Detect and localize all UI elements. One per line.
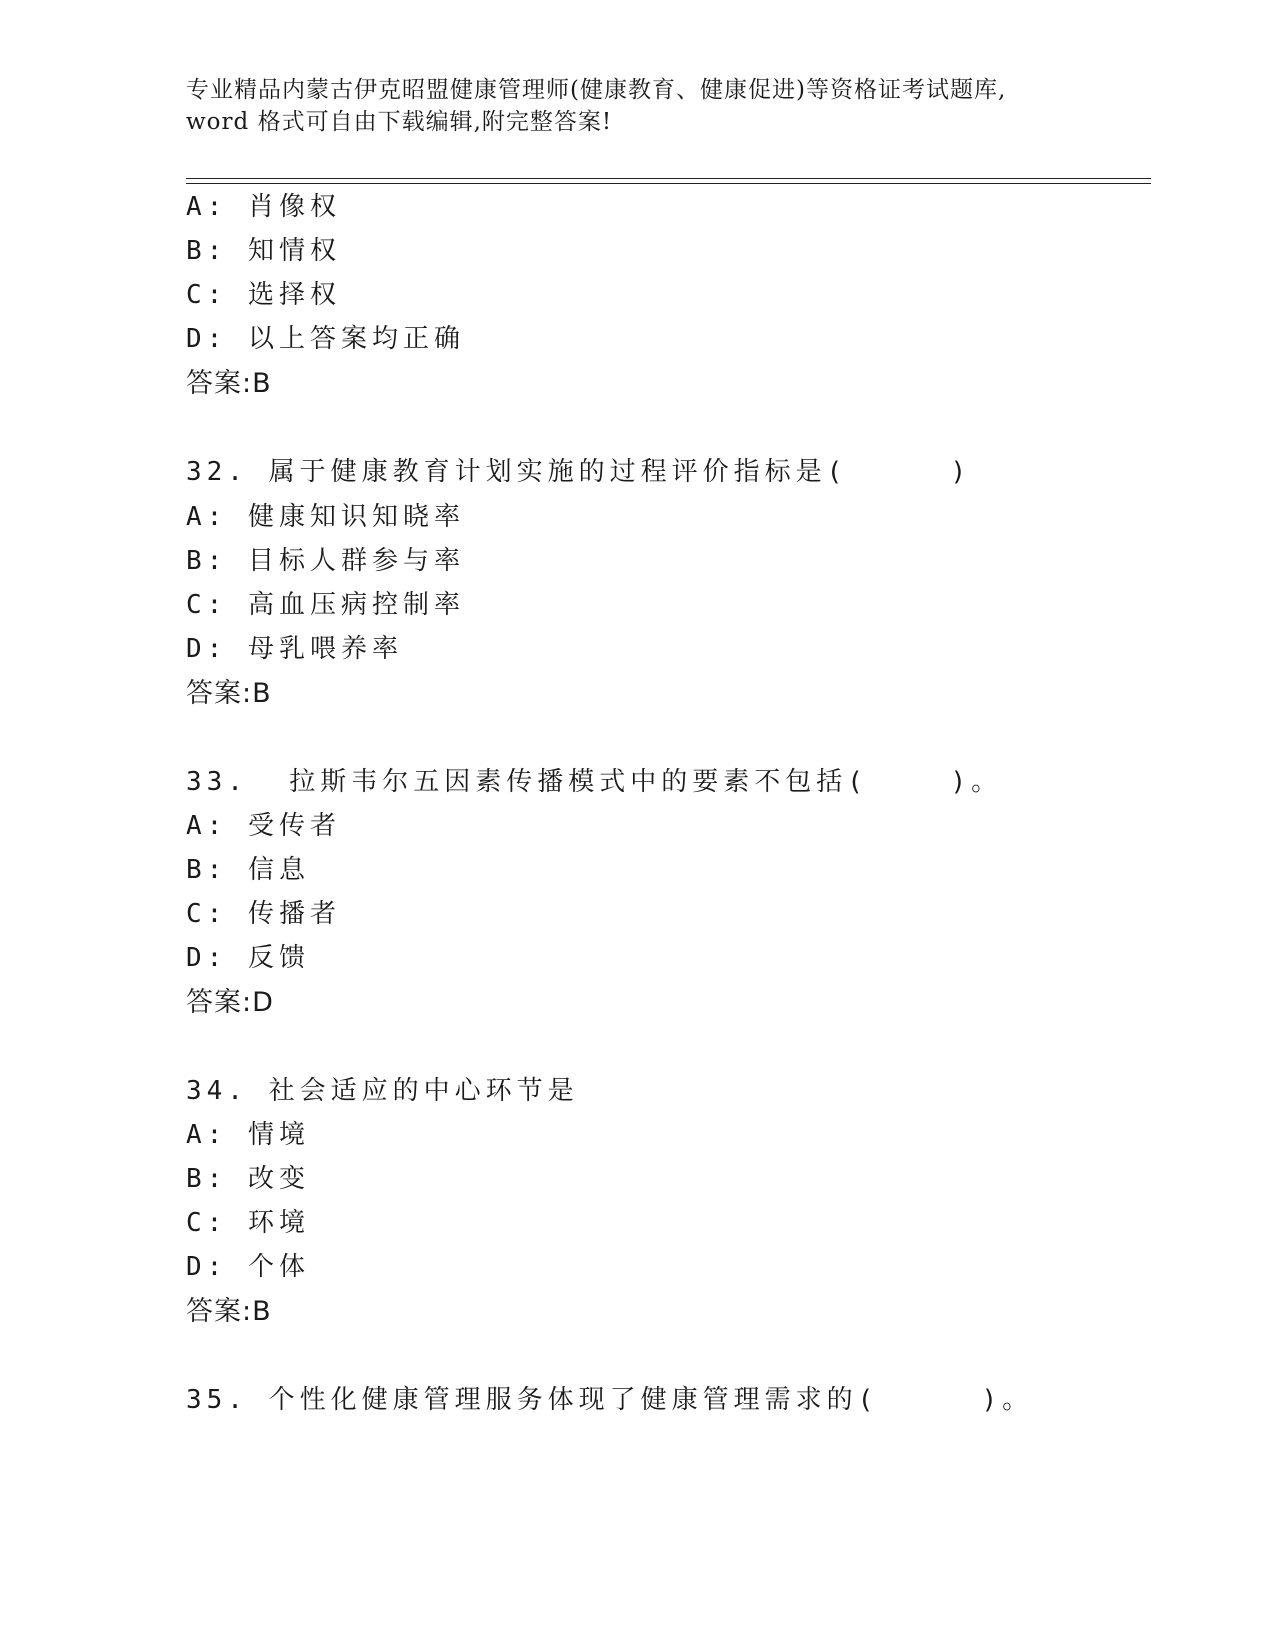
document-header	[186, 74, 1086, 138]
q34-option-d: D: 个体	[186, 1252, 310, 1282]
q33-option-d: D: 反馈	[186, 943, 310, 973]
q33-option-b: B: 信息	[186, 855, 310, 885]
q32-answer: 答案:B	[186, 678, 272, 709]
q31-option-d: D: 以上答案均正确	[186, 324, 465, 354]
q32-option-c: C: 高血压病控制率	[186, 590, 465, 620]
q33-option-c: C: 传播者	[186, 899, 341, 929]
q34-stem: 34. 社会适应的中心环节是	[186, 1076, 579, 1106]
q31-option-c: C: 选择权	[186, 280, 341, 310]
q32-option-a: A: 健康知识知晓率	[186, 502, 465, 532]
q34-option-c: C: 环境	[186, 1208, 310, 1238]
q31-option-b: B: 知情权	[186, 236, 341, 266]
q35-stem: 35. 个性化健康管理服务体现了健康管理需求的( )。	[186, 1385, 1034, 1415]
q31-answer: 答案:B	[186, 368, 272, 399]
q34-answer: 答案:B	[186, 1296, 272, 1327]
header-divider-bottom	[186, 183, 1151, 184]
header-line-2: word 格式可自由下载编辑,附完整答案!	[186, 109, 613, 135]
q33-stem: 33. 拉斯韦尔五因素传播模式中的要素不包括( )。	[186, 767, 1003, 797]
q33-answer: 答案:D	[186, 987, 274, 1018]
q34-option-a: A: 情境	[186, 1120, 310, 1150]
q34-option-b: B: 改变	[186, 1164, 310, 1194]
q33-option-a: A: 受传者	[186, 811, 341, 841]
q32-option-d: D: 母乳喂养率	[186, 634, 403, 664]
q32-option-b: B: 目标人群参与率	[186, 546, 465, 576]
q32-stem: 32. 属于健康教育计划实施的过程评价指标是( )	[186, 457, 972, 487]
header-divider-top	[186, 178, 1151, 179]
q31-option-a: A: 肖像权	[186, 192, 341, 222]
header-line-1: 专业精品内蒙古伊克昭盟健康管理师(健康教育、健康促进)等资格证考试题库,	[186, 77, 1007, 103]
